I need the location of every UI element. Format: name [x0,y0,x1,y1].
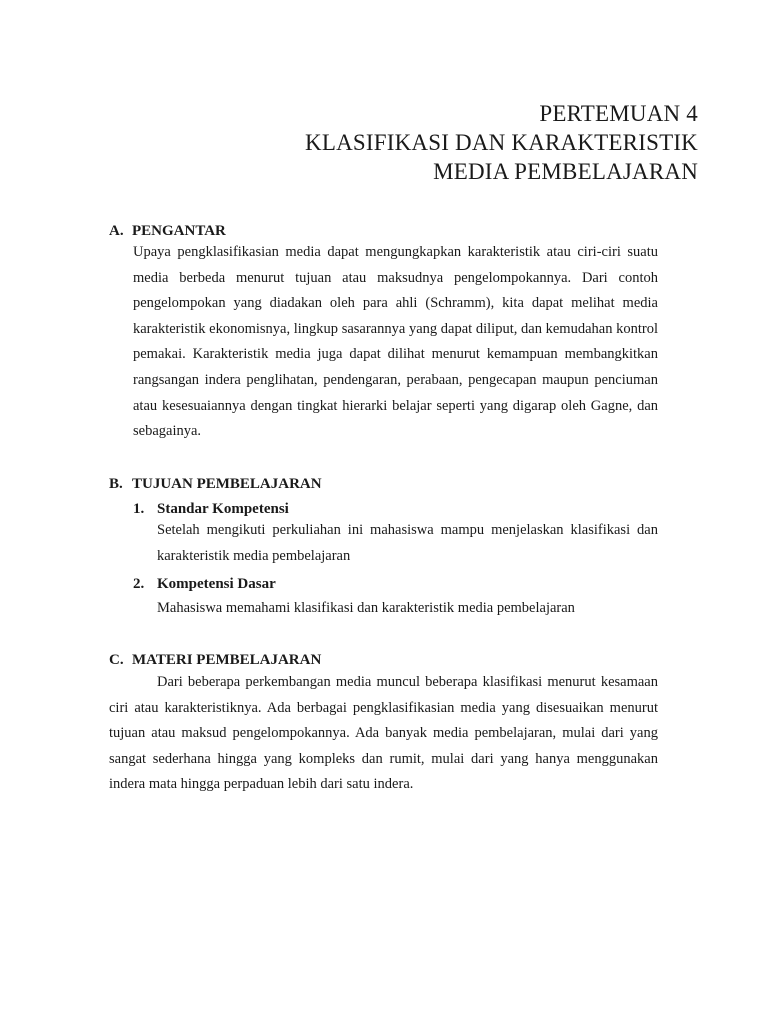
section-b-heading [109,474,322,494]
title-main: KLASIFIKASI DAN KARAKTERISTIK [305,130,698,155]
section-a-paragraph: Upaya pengklasifikasian media dapat mengungkapkan karakteristik atau ciri-ciri suatu media berbeda menurut tujuan atau maksudnya pengelompokannya. Dari contoh pengelompokan yang diadakan oleh para ahli (Schramm), kita dapat melihat media karakteristik ekonomisnya, lingkup sasarannya yang dapat diliput, dan kemudahan kontrol pemakai. Karakteristik media juga dapat dilihat menurut kemampuan membangkitkan rangsangan indera penglihatan, pendengaran, perabaan, pengecapan maupun penciuman atau kesesuaiannya dengan tingkat hierarki belajar seperti yang digarap oleh Gagne, dan sebagainya. [133,244,658,440]
item-2-number: 2. [133,576,145,592]
section-c-letter: C. [109,652,124,668]
item-1-number: 1. [133,501,145,517]
section-c-paragraph: Dari beberapa perkembangan media muncul beberapa klasifikasi menurut kesamaan ciri atau karakteristiknya. Ada berbagai pengklasifikasian media yang disesuaikan menurut tujuan atau maksud pengelompokannya. Ada banyak media pembelajaran, mulai dari yang sangat sederhana hingga yang kompleks dan rumit, mulai dari yang hanya menggunakan indera mata hingga perpaduan lebih dari satu indera. [109,674,658,793]
section-c-heading [109,650,321,670]
section-b-title: TUJUAN PEMBELAJARAN [132,476,322,492]
page-title [305,99,698,186]
item-1-title: Standar Kompetensi [157,501,289,517]
competency-standard-heading [133,499,289,519]
basic-competency-text: Mahasiswa memahami klasifikasi dan karakteristik media pembelajaran [157,600,575,616]
section-a-letter: A. [109,223,124,239]
section-a-heading [109,221,226,241]
item-2-title: Kompetensi Dasar [157,576,276,592]
section-a-title: PENGANTAR [132,223,226,239]
section-b-letter: B. [109,476,123,492]
title-meeting: PERTEMUAN 4 [539,101,698,126]
basic-competency-heading [133,574,276,594]
section-c-title: MATERI PEMBELAJARAN [132,652,322,668]
competency-standard-text: Setelah mengikuti perkuliahan ini mahasiswa mampu menjelaskan klasifikasi dan karakteristik media pembelajaran [157,522,658,564]
title-sub: MEDIA PEMBELAJARAN [433,159,698,184]
